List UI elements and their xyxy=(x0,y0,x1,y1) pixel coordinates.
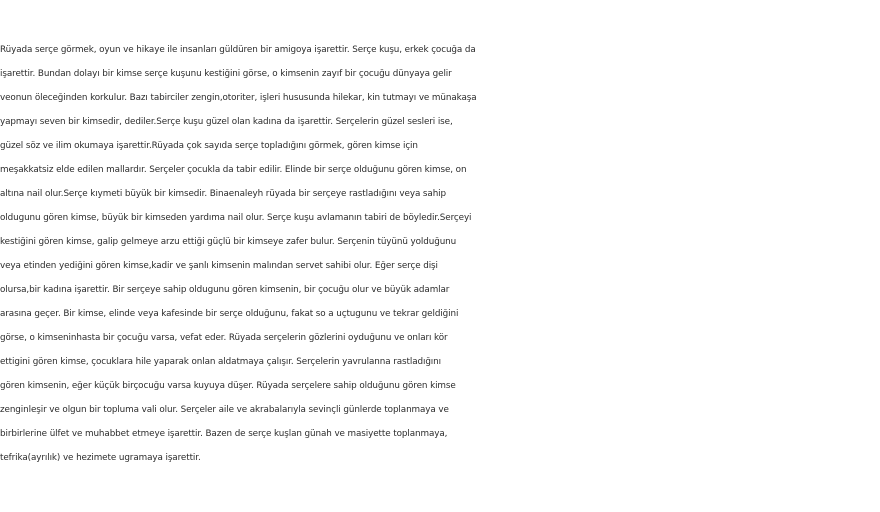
article-line: gören kimsenin, eğer küçük birçocuğu varsa kuyuya düşer. Rüyada serçelere sahip olduğunu gören kimse xyxy=(0,381,456,391)
article-line: işarettir. Bundan dolayı bir kimse serçe kuşunu kestiğini görse, o kimsenin zayıf bir çocuğu dünyaya gelir xyxy=(0,69,452,79)
article-line: tefrika(ayrılık) ve hezimete ugramaya işarettir. xyxy=(0,453,201,463)
article-line: Rüyada serçe görmek, oyun ve hikaye ile insanları güldüren bir amigoya işarettir. Serçe kuşu, erkek çocuğa da xyxy=(0,45,476,55)
article-line: zenginleşir ve olgun bir topluma vali olur. Serçeler aile ve akrabalarıyla sevinçli günlerde toplanmaya ve xyxy=(0,405,449,415)
article-line: veya etinden yediğini gören kimse,kadir ve şanlı kimsenin malından servet sahibi olur. Eğer serçe dişi xyxy=(0,261,438,271)
article-line: görse, o kimseninhasta bir çocuğu varsa, vefat eder. Rüyada serçelerin gözlerini oyduğunu ve onları kör xyxy=(0,333,448,343)
article-line: altına nail olur.Serçe kıymeti büyük bir kimsedir. Binaenaleyh rüyada bir serçeye rastladığını veya sahip xyxy=(0,189,447,199)
article-line: oldugunu gören kimse, büyük bir kimseden yardıma nail olur. Serçe kuşu avlamanın tabiri de böyledir.Serçeyi xyxy=(0,213,472,223)
article-line: güzel söz ve ilim okumaya işarettir.Rüyada çok sayıda serçe topladığını görmek, gören kimse için xyxy=(0,141,418,151)
article-line: kestiğini gören kimse, galip gelmeye arzu ettiği güçlü bir kimseye zafer bulur. Serçenin tüyünü yolduğunu xyxy=(0,237,457,247)
article-line: arasına geçer. Bir kimse, elinde veya kafesinde bir serçe olduğunu, fakat so a uçtugunu ve tekrar geldiğini xyxy=(0,309,459,319)
article-line: yapmayı seven bir kimsedir, dediler.Serçe kuşu güzel olan kadına da işarettir. Serçelerin güzel sesleri ise, xyxy=(0,117,453,127)
article-line: meşakkatsiz elde edilen mallardır. Serçeler çocukla da tabir edilir. Elinde bir serçe olduğunu gören kimse, on xyxy=(0,165,467,175)
article-line: ettigini gören kimse, çocuklara hile yaparak onlan aldatmaya çalışır. Serçelerin yavrulanna rastladığını xyxy=(0,357,441,367)
article-line: olursa,bir kadına işarettir. Bir serçeye sahip oldugunu gören kimsenin, bir çocuğu olur ve büyük adamlar xyxy=(0,285,450,295)
article-body xyxy=(0,38,880,470)
article-line: birbirlerine ülfet ve muhabbet etmeye işarettir. Bazen de serçe kuşlan günah ve masiyette toplanmaya, xyxy=(0,429,448,439)
article-line: veonun öleceğinden korkulur. Bazı tabirciler zengin,otoriter, işleri hususunda hilekar, kin tutmayı ve münakaşa xyxy=(0,93,477,103)
